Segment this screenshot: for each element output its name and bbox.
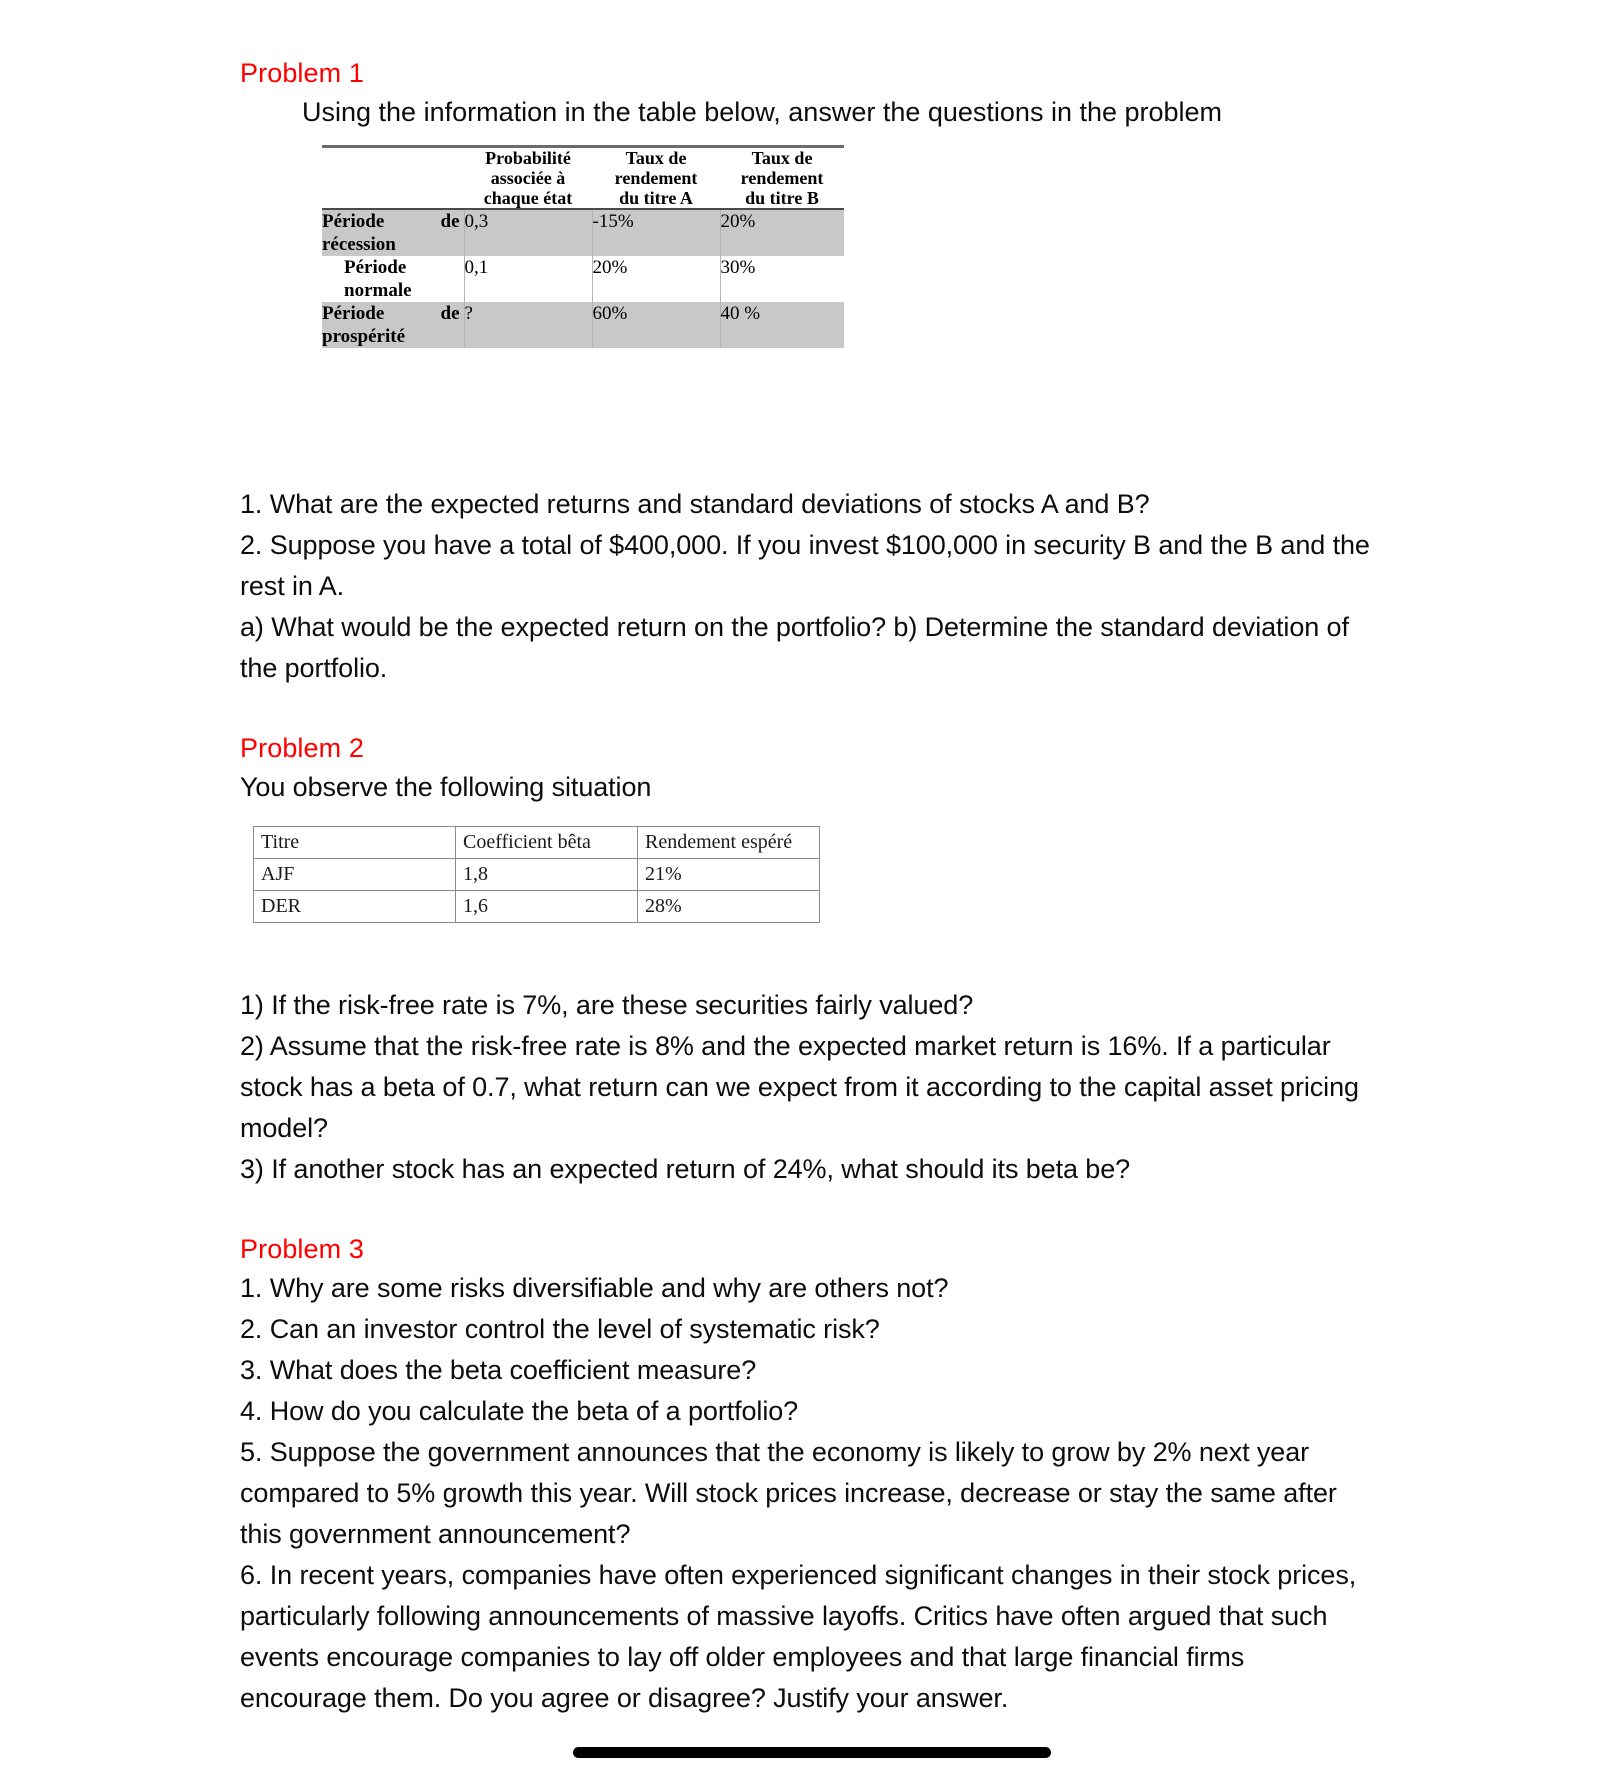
- cell-return-a: -15%: [592, 209, 720, 256]
- cell-beta: 1,8: [456, 859, 638, 891]
- home-indicator: [573, 1747, 1051, 1758]
- problem-1-intro: Using the information in the table below, answer the questions in the problem: [302, 97, 1223, 127]
- table-row: [254, 859, 820, 891]
- header-return-b-line2: rendement: [740, 168, 824, 188]
- cell-return-b: 40 %: [720, 302, 844, 348]
- probability-returns-table: [322, 145, 844, 348]
- spacer: [240, 923, 1375, 985]
- cell-security-name: DER: [254, 891, 456, 923]
- cell-return-a: 60%: [592, 302, 720, 348]
- problem-3-question-2: 2. Can an investor control the level of systematic risk?: [240, 1314, 880, 1344]
- cell-expected-return: 28%: [638, 891, 820, 923]
- header-probability: [464, 148, 592, 209]
- header-probability-line1: Probabilité: [485, 148, 571, 168]
- spacer: [240, 348, 1375, 452]
- row-label-normal-c: normale: [344, 280, 412, 301]
- document-content: [240, 54, 1375, 1719]
- cell-probability: ?: [464, 302, 592, 348]
- header-probability-line3: chaque état: [483, 188, 573, 208]
- cell-expected-return: 21%: [638, 859, 820, 891]
- header-probability-line2: associée à: [490, 168, 566, 188]
- cell-probability: 0,3: [464, 209, 592, 256]
- row-label-recession-b: de: [440, 211, 460, 232]
- problem-3-question-6: 6. In recent years, companies have often experienced significant changes in their stock prices, particularly following announcements of massive layoffs. Critics have often argued that such events encourage companies to lay off older employees and that large financial firms encourage them. Do you agree or disagree? Justify your answer.: [240, 1560, 1357, 1713]
- cell-return-b: 30%: [720, 256, 844, 302]
- problem-2-question-2: 2) Assume that the risk-free rate is 8% and the expected market return is 16%. If a particular stock has a beta of 0.7, what return can we expect from it according to the capital asset pricing model?: [240, 1031, 1359, 1143]
- problem-1-heading: Problem 1: [240, 58, 364, 88]
- cell-return-b: 20%: [720, 209, 844, 256]
- cell-return-a: 20%: [592, 256, 720, 302]
- header-titre: Titre: [254, 827, 456, 859]
- table-header-row: [254, 827, 820, 859]
- table-corner-cell: [322, 148, 464, 209]
- table-row: [254, 891, 820, 923]
- cell-security-name: AJF: [254, 859, 456, 891]
- row-label-prosperity-c: prospérité: [322, 326, 406, 347]
- table-row: [322, 256, 844, 302]
- problem-3-question-1: 1. Why are some risks diversifiable and why are others not?: [240, 1273, 949, 1303]
- header-return-a-line3: du titre A: [619, 188, 693, 208]
- table-row: [322, 209, 844, 256]
- header-return-b-line1: Taux de: [751, 148, 813, 168]
- problem-3-question-3: 3. What does the beta coefficient measure?: [240, 1355, 757, 1385]
- problem-1-question-2: 2. Suppose you have a total of $400,000. If you invest $100,000 in security B and the B and the rest in A.: [240, 530, 1370, 601]
- header-return-b: [720, 148, 844, 209]
- row-label-normal: [322, 256, 464, 302]
- row-label-prosperity-b: de: [440, 303, 460, 324]
- problem-2-question-1: 1) If the risk-free rate is 7%, are these securities fairly valued?: [240, 990, 974, 1020]
- problem-1-question-1: 1. What are the expected returns and standard deviations of stocks A and B?: [240, 489, 1150, 519]
- problem-3-question-4: 4. How do you calculate the beta of a portfolio?: [240, 1396, 799, 1426]
- row-label-normal-a: Période: [344, 257, 407, 278]
- problem-3-question-5: 5. Suppose the government announces that the economy is likely to grow by 2% next year compared to 5% growth this year. Will stock prices increase, decrease or stay the same after this government announcement?: [240, 1437, 1337, 1549]
- row-label-recession: [322, 209, 464, 256]
- header-return-b-line3: du titre B: [745, 188, 819, 208]
- cell-probability: 0,1: [464, 256, 592, 302]
- row-label-prosperity-a: Période: [322, 303, 385, 324]
- table-header-row: [322, 148, 844, 209]
- header-expected-return: Rendement espéré: [638, 827, 820, 859]
- beta-return-table: [253, 826, 819, 923]
- row-label-prosperity: [322, 302, 464, 348]
- problem-2-question-3: 3) If another stock has an expected return of 24%, what should its beta be?: [240, 1154, 1131, 1184]
- header-return-a-line2: rendement: [614, 168, 698, 188]
- problem-1-question-3: a) What would be the expected return on the portfolio? b) Determine the standard deviation of the portfolio.: [240, 612, 1349, 683]
- problem-2-heading: Problem 2: [240, 733, 364, 763]
- cell-beta: 1,6: [456, 891, 638, 923]
- header-beta: Coefficient bêta: [456, 827, 638, 859]
- header-return-a: [592, 148, 720, 209]
- spacer: [240, 1190, 1375, 1230]
- table-row: [322, 302, 844, 348]
- problem-3-heading: Problem 3: [240, 1234, 364, 1264]
- problem-2-intro: You observe the following situation: [240, 772, 652, 802]
- row-label-recession-c: récession: [322, 234, 396, 255]
- header-return-a-line1: Taux de: [625, 148, 687, 168]
- spacer: [240, 452, 1375, 484]
- spacer: [240, 689, 1375, 729]
- row-label-recession-a: Période: [322, 211, 385, 232]
